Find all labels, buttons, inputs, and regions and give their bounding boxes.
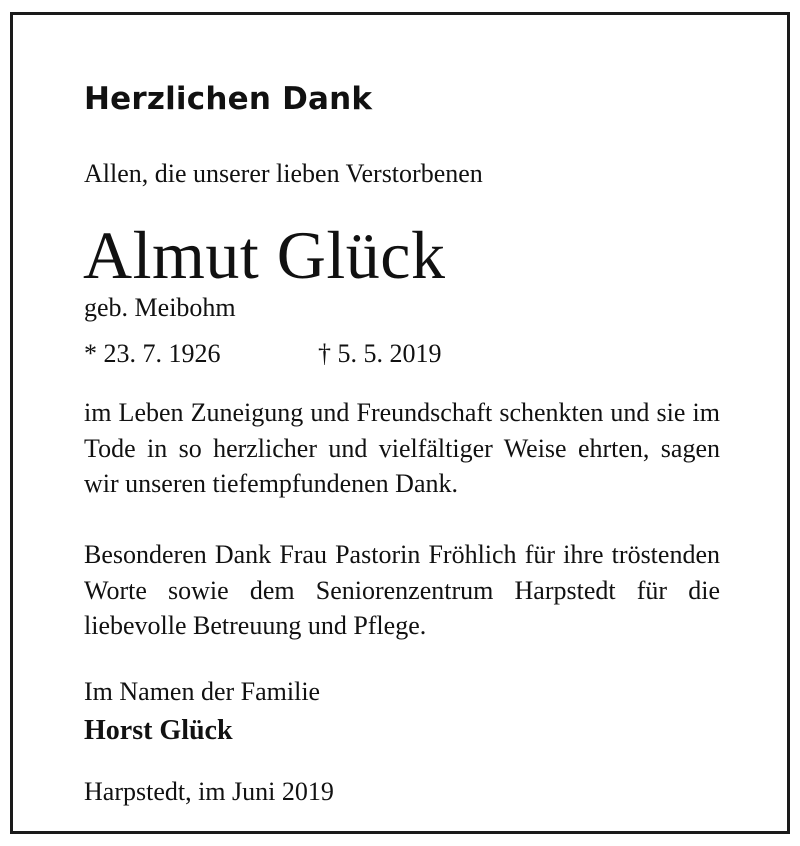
death-date: † 5. 5. 2019 — [318, 339, 442, 368]
place-and-date: Harpstedt, im Juni 2019 — [84, 777, 334, 806]
maiden-name: geb. Meibohm — [84, 293, 236, 322]
special-thanks-paragraph: Besonderen Dank Frau Pastorin Fröhlich für ihre tröstenden Worte sowie dem Seniorenzentrum Harpstedt für die liebevolle Betreuung und Pflege. — [84, 540, 720, 640]
notice-heading: Herzlichen Dank — [84, 81, 373, 117]
signer-name: Horst Glück — [84, 715, 233, 746]
birth-date: * 23. 7. 1926 — [84, 339, 221, 368]
deceased-name: Almut Glück — [83, 217, 446, 293]
obituary-notice — [10, 12, 790, 834]
intro-text: Allen, die unserer lieben Verstorbenen — [84, 159, 483, 188]
closing-line: Im Namen der Familie — [84, 677, 321, 706]
thanks-paragraph: im Leben Zuneigung und Freundschaft schenkten und sie im Tode in so herzlicher und vielfältiger Weise ehrten, sagen wir unseren tiefempfundenen Dank. — [84, 398, 720, 498]
